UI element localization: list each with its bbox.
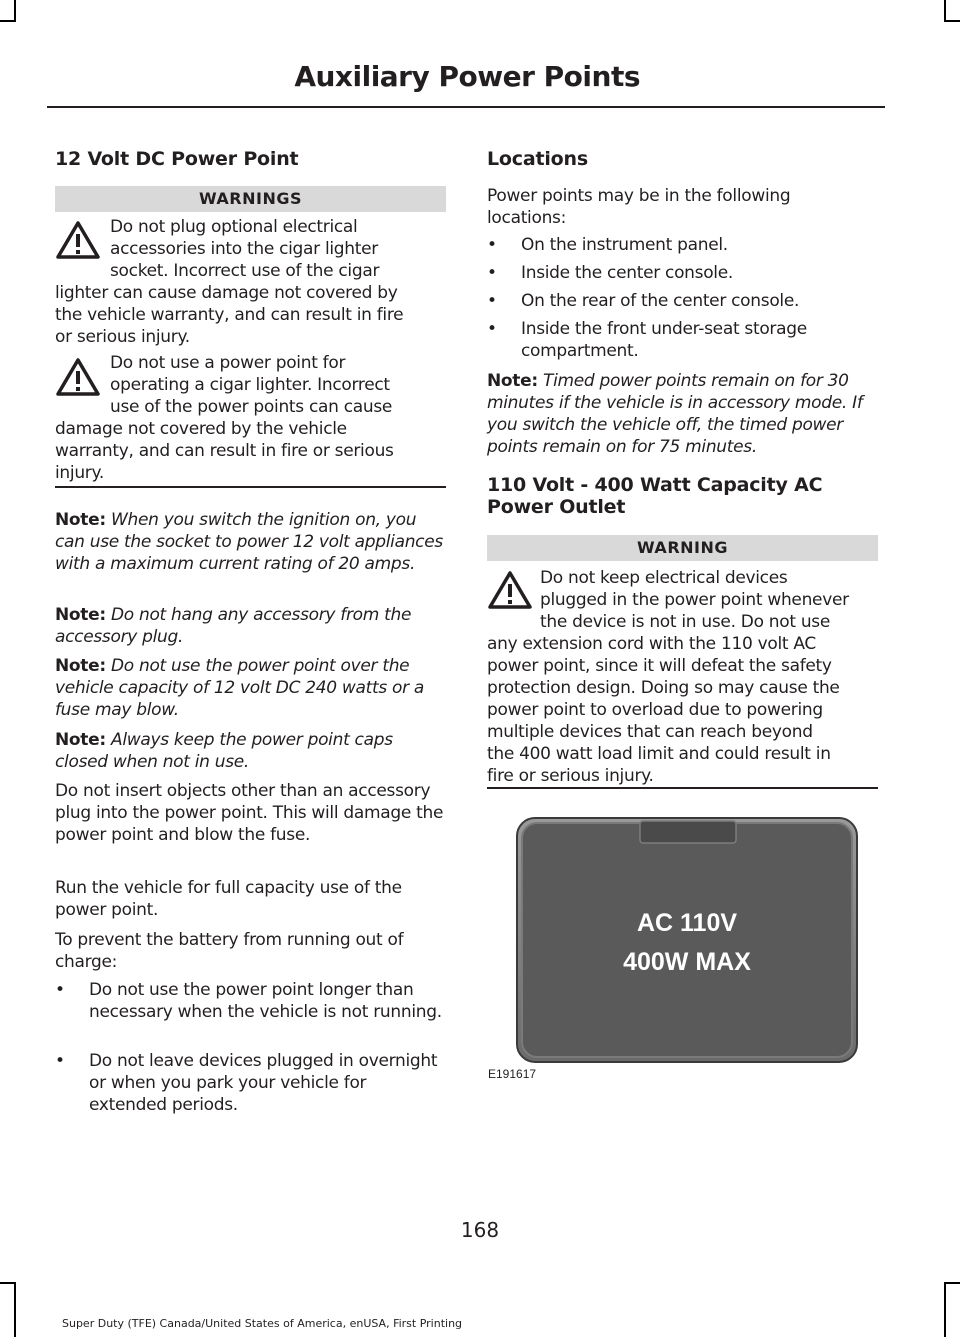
list-item: • On the instrument panel. — [487, 235, 728, 255]
crop-mark — [944, 1282, 960, 1284]
crop-mark — [14, 0, 16, 22]
warnings-bar: WARNINGS — [55, 186, 446, 212]
locations-intro: Power points may be in the following locations: — [487, 186, 791, 228]
warning-bar: WARNING — [487, 535, 878, 561]
crop-mark — [944, 1282, 946, 1337]
crop-mark — [944, 0, 946, 22]
figure-label-ac: AC 110V — [636, 909, 738, 937]
paragraph-full-capacity: Run the vehicle for full capacity use of the power point. — [55, 878, 402, 920]
warning-end-rule — [487, 787, 878, 789]
note-4: Note: Always keep the power point caps closed when not in use. — [55, 730, 393, 772]
section-heading-ac-outlet: 110 Volt - 400 Watt Capacity AC Power Outlet — [487, 474, 823, 518]
crop-mark — [0, 1282, 16, 1284]
list-item: • On the rear of the center console. — [487, 291, 800, 311]
warning-text-2: Do not use a power point for operating a cigar lighter. Incorrect use of the power points can cause damage not covered by the vehicle warranty, and can result in fire or serious injury. — [55, 353, 394, 483]
crop-mark — [0, 20, 16, 22]
warnings-end-rule — [55, 486, 446, 488]
paragraph-insert-objects: Do not insert objects other than an accessory plug into the power point. This will damage the power point and blow the fuse. — [55, 781, 444, 845]
section-heading-locations: Locations — [487, 148, 588, 170]
list-item: • Do not use the power point longer than necessary when the vehicle is not running. — [55, 980, 442, 1022]
figure-label-max: 400W MAX — [623, 948, 751, 976]
note-2: Note: Do not hang any accessory from the accessory plug. — [55, 605, 412, 647]
list-item: • Do not leave devices plugged in overnight or when you park your vehicle for extended periods. — [55, 1051, 438, 1115]
note-3: Note: Do not use the power point over the vehicle capacity of 12 volt DC 240 watts or a fuse may blow. — [55, 656, 425, 720]
warning-text-1: Do not plug optional electrical accessories into the cigar lighter socket. Incorrect use of the cigar lighter can cause damage not covered by the vehicle warranty, and can result in fire or serious injury. — [55, 217, 404, 347]
footer-text: Super Duty (TFE) Canada/United States of America, enUSA, First Printing — [62, 1317, 463, 1330]
page-header-title: Auxiliary Power Points — [294, 60, 640, 93]
crop-mark — [14, 1282, 16, 1337]
figure-id: E191617 — [488, 1067, 537, 1081]
list-item: • Inside the front under-seat storage compartment. — [487, 319, 807, 361]
warning-text-ac: Do not keep electrical devices plugged in the power point whenever the device is not in use. Do not use any extension cord with the 110 volt AC power point, since it will defeat the safety protection design. Doing so may cause the power point to overload due to powering multiple devices that can reach beyond the 400 watt load limit and could result in fire or serious injury. — [487, 568, 849, 786]
list-item: • Inside the center console. — [487, 263, 733, 283]
note-timed: Note: Timed power points remain on for 30 minutes if the vehicle is in accessory mode. If you switch the vehicle off, the timed power points remain on for 75 minutes. — [487, 371, 863, 457]
header-rule — [47, 106, 885, 108]
section-heading-12v: 12 Volt DC Power Point — [55, 148, 299, 170]
note-1: Note: When you switch the ignition on, you can use the socket to power 12 volt appliances with a maximum current rating of 20 amps. — [55, 510, 443, 574]
page-number: 168 — [460, 1218, 500, 1242]
paragraph-prevent-battery: To prevent the battery from running out of charge: — [55, 930, 404, 972]
ac-outlet-cover-illustration — [516, 817, 858, 1063]
crop-mark — [944, 20, 960, 22]
